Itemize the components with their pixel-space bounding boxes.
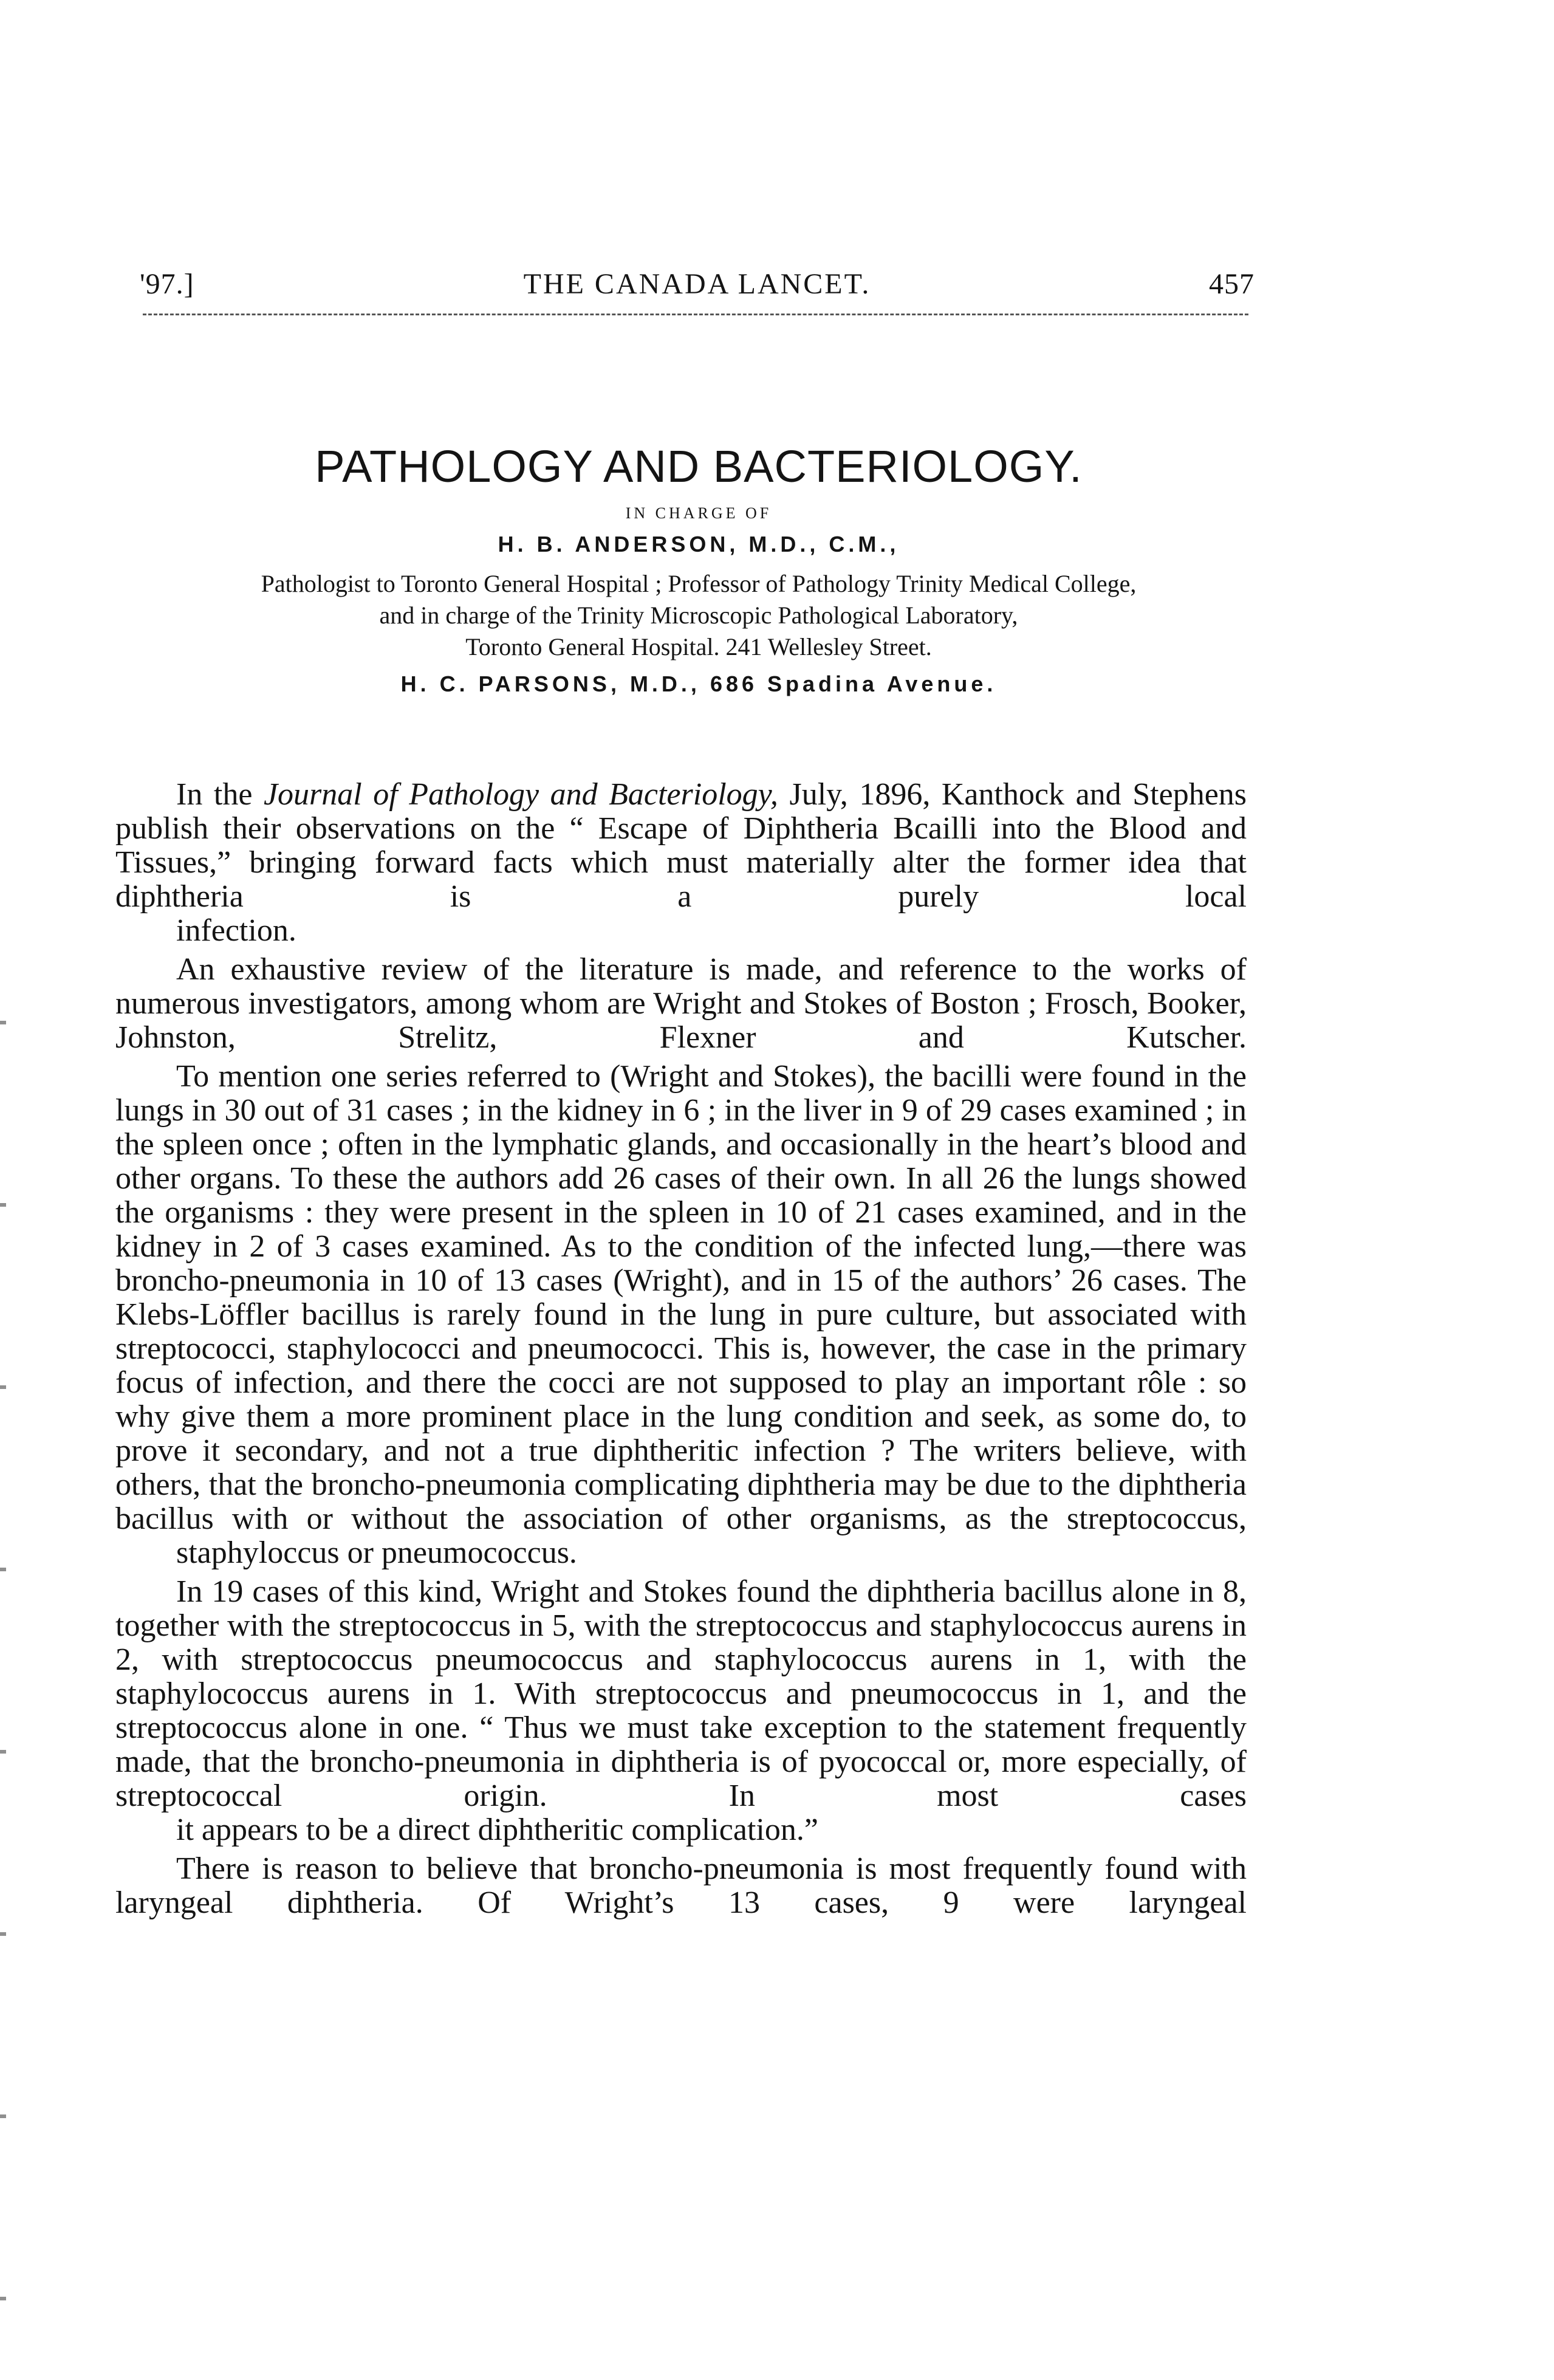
paragraph: [115, 1060, 1247, 1570]
running-head: [140, 267, 1254, 304]
page-number: 457: [1209, 268, 1254, 300]
page-edge-marks: [0, 911, 6, 2370]
section-title: PATHOLOGY AND BACTERIOLOGY.: [315, 441, 1083, 492]
paragraph-text: To mention one series referred to (Wright and Stokes), the bacilli were found in the lungs in 30 out of 31 cases ; in the kidney in 6 ; in the liver in 9 of 29 cases examined ; in the spleen once ; often in the lymphatic glands, and occasionally in the heart’s blood and other organs. To these the authors add 26 cases of their own. In all 26 the lungs showed the organisms : they were present in the spleen in 10 of 21 cases examined, and in the kidney in 2 of 3 cases examined. As to the condition of the infected lung,—there was broncho-pneumonia in 10 of 13 cases (Wright), and in 15 of the authors’ 26 cases. The Klebs-Löffler bacillus is rarely found in the lung in pure culture, but associated with streptococci, staphylococci and pneumococci. This is, however, the case in the primary focus of infection, and there the cocci are not supposed to play an important rôle : so why give them a more prominent place in the lung condition and seek, as some do, to prove it secondary, and not a true diphtheritic infection ? The writers believe, with others, that the broncho-pneumonia complicating diphtheria may be due to the diphtheria bacillus with or without the association of other organisms, as the streptococcus,: [115, 1059, 1247, 1536]
paragraph: [115, 1852, 1247, 1920]
editor-affiliation: [134, 568, 1264, 663]
paragraph: [115, 953, 1247, 1055]
running-head-volume: '97.]: [140, 268, 194, 300]
affiliation-line: Pathologist to Toronto General Hospital ; Professor of Pathology Trinity Medical College,: [261, 570, 1137, 597]
paragraph-text: An exhaustive review of the literature is made, and reference to the works of numerous investigators, among whom are Wright and Stokes of Boston ; Frosch, Booker, Johnston, Strelitz, Flexner and Kutscher.: [115, 952, 1247, 1055]
in-charge-label: IN CHARGE OF: [625, 504, 772, 522]
affiliation-line: Toronto General Hospital. 241 Wellesley Street.: [465, 633, 932, 660]
paragraph: [115, 778, 1247, 948]
paragraph-text: staphyloccus or pneumococcus.: [176, 1535, 577, 1570]
paragraph: [115, 1575, 1247, 1847]
journal-citation: Journal of Pathology and Bacteriology,: [263, 777, 778, 812]
paragraph-text: There is reason to believe that broncho-pneumonia is most frequently found with laryngeal diphtheria. Of Wright’s 13 cases, 9 were laryngeal: [115, 1851, 1247, 1920]
paragraph-text: In 19 cases of this kind, Wright and Stokes found the diphtheria bacillus alone in 8, together with the streptococcus in 5, with the streptococcus and staphylococcus aurens in 2, with streptococcus pneumococcus and staphylococcus aurens in 1, with the staphylococcus aurens in 1. With streptococcus and pneumococcus in 1, and the streptococcus alone in one. “ Thus we must take exception to the statement frequently made, that the broncho-pneumonia in diphtheria is of pyococcal or, more especially, of streptococcal origin. In most cases: [115, 1574, 1247, 1813]
paragraph-text: infection.: [176, 913, 296, 948]
editor-name-anderson: H. B. ANDERSON, M.D., C.M.,: [498, 532, 900, 557]
paragraph-text: In the: [176, 777, 264, 812]
paragraph-text: July, 1896, Kanthock and Stephens publish their observations on the “ Escape of Diphtheria Bcailli into the Blood and Tissues,” bringing forward facts which must materially alter the former idea that diphtheria is a purely local: [115, 777, 1247, 914]
journal-title: THE CANADA LANCET.: [523, 268, 871, 300]
article-body: [115, 778, 1247, 1925]
paragraph-text: it appears to be a direct diphtheritic complication.”: [176, 1812, 818, 1847]
editor-parsons: H. C. PARSONS, M.D., 686 Spadina Avenue.: [400, 671, 997, 696]
header-rule: [143, 314, 1248, 315]
affiliation-line: and in charge of the Trinity Microscopic Pathological Laboratory,: [379, 602, 1018, 629]
